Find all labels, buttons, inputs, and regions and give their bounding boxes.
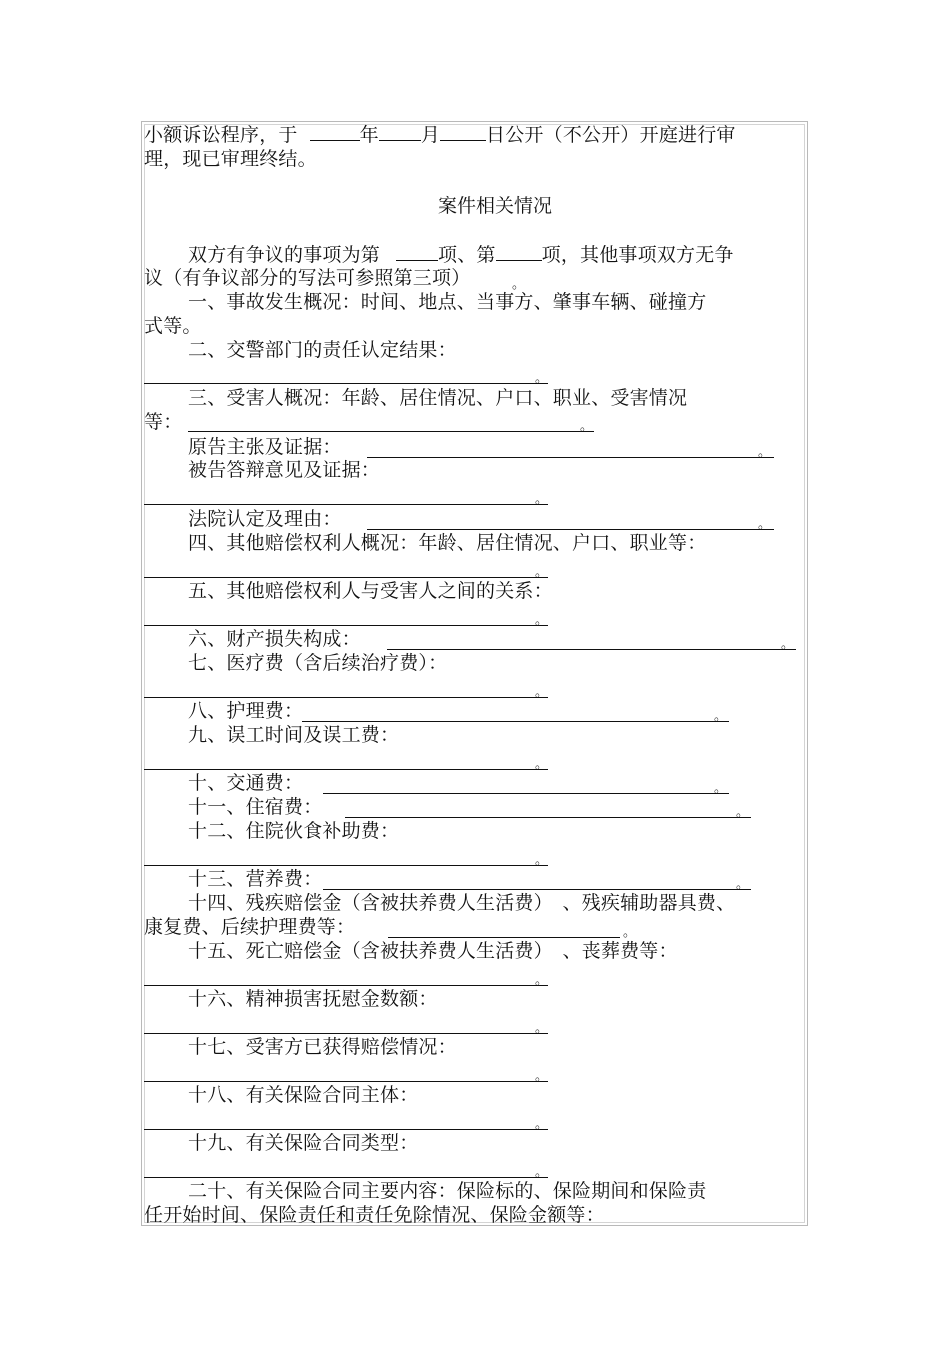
item-16-underline [144, 1033, 548, 1034]
dispute-end-mark: 。 [512, 277, 526, 292]
item-4: 四、其他赔偿权利人概况：年龄、居住情况、户口、职业等： [188, 532, 707, 554]
item-17-period: 。 [535, 1069, 549, 1084]
item-5-underline [144, 625, 548, 626]
item-18-underline [144, 1129, 548, 1130]
item-20-line-2: 任开始时间、保险责任和责任免除情况、保险金额等： [144, 1204, 605, 1226]
dispute-blank-1 [396, 243, 438, 261]
item-17: 十七、受害方已获得赔偿情况： [188, 1036, 457, 1058]
item-7-period: 。 [535, 685, 549, 700]
item-17-underline [144, 1081, 548, 1082]
item-3-period: 。 [580, 419, 594, 434]
item-4-underline [144, 577, 548, 578]
item-13-period: 。 [736, 877, 750, 892]
item-14-period: 。 [623, 925, 637, 940]
item-12: 十二、住院伙食补助费： [188, 820, 400, 842]
item-7-underline [144, 697, 548, 698]
item-9: 九、误工时间及误工费： [188, 724, 400, 746]
item-16: 十六、精神损害抚慰金数额： [188, 988, 438, 1010]
day-label: 日公开（不公开）开庭进行审 [486, 124, 736, 146]
item-6-underline [387, 649, 796, 650]
item-10-underline [323, 793, 729, 794]
plaintiff-period: 。 [758, 445, 772, 460]
month-label: 月 [420, 124, 441, 146]
item-2-period: 。 [535, 371, 549, 386]
dispute-line-2 [144, 267, 470, 289]
item-12-period: 。 [535, 853, 549, 868]
item-19-underline [144, 1177, 548, 1178]
item-4-period: 。 [535, 565, 549, 580]
item-11-period: 。 [736, 805, 750, 820]
item-2-underline [144, 383, 548, 384]
item-1-line-2: 式等。 [144, 315, 202, 337]
item-18-period: 。 [535, 1117, 549, 1132]
item-8: 八、护理费： [188, 700, 304, 722]
item-8-underline [302, 721, 729, 722]
court-period: 。 [758, 517, 772, 532]
plaintiff-claim: 原告主张及证据： [188, 436, 342, 458]
item-14-line-1: 十四、残疾赔偿金（含被扶养费人生活费） 、残疾辅助器具费、 [188, 892, 736, 914]
dispute-blank-2 [496, 243, 542, 261]
item-7: 七、医疗费（含后续治疗费）： [188, 652, 448, 674]
intro-text: 小额诉讼程序，于 [144, 124, 298, 146]
item-10-period: 。 [714, 781, 728, 796]
defendant-period: 。 [535, 492, 549, 507]
item-11: 十一、住宿费： [188, 796, 323, 818]
item-5: 五、其他赔偿权利人与受害人之间的关系： [188, 580, 553, 602]
court-underline [367, 529, 774, 530]
day-blank [440, 123, 486, 141]
year-blank [310, 123, 360, 141]
item-6-period: 。 [781, 637, 795, 652]
item-3-underline [188, 431, 594, 432]
item-15-period: 。 [535, 973, 549, 988]
court-finding: 法院认定及理由： [188, 508, 342, 530]
intro-line-1 [144, 123, 736, 146]
item-16-period: 。 [535, 1021, 549, 1036]
item-14-underline [388, 937, 620, 938]
section-title: 案件相关情况 [437, 195, 552, 217]
plaintiff-underline [367, 457, 774, 458]
defendant-defense: 被告答辩意见及证据： [188, 459, 381, 481]
item-18: 十八、有关保险合同主体： [188, 1084, 419, 1106]
item-10: 十、交通费： [188, 772, 304, 794]
item-3-line-2: 等： [144, 411, 183, 433]
item-13-underline [323, 889, 751, 890]
intro-text-2: 理，现已审理终结。 [144, 148, 317, 170]
item-3-line-1: 三、受害人概况：年龄、居住情况、户口、职业、受害情况 [188, 387, 688, 409]
item-15-underline [144, 985, 548, 986]
item-9-underline [144, 769, 548, 770]
dispute-text-a: 双方有争议的事项为第 [188, 244, 381, 266]
dispute-line-1 [188, 243, 734, 266]
item-19: 十九、有关保险合同类型： [188, 1132, 419, 1154]
year-label: 年 [359, 124, 379, 146]
item-5-period: 。 [535, 613, 549, 628]
intro-line-2 [144, 148, 317, 170]
item-14-line-2: 康复费、后续护理费等： [144, 916, 356, 938]
item-20-line-1: 二十、有关保险合同主要内容：保险标的、保险期间和保险责 [188, 1180, 707, 1202]
dispute-text-c: 项，其他事项双方无争 [541, 244, 734, 266]
item-9-period: 。 [535, 757, 549, 772]
item-2: 二、交警部门的责任认定结果： [188, 339, 457, 361]
item-13: 十三、营养费： [188, 868, 323, 890]
defendant-underline [144, 504, 548, 505]
month-blank [379, 123, 421, 141]
item-12-underline [144, 865, 548, 866]
item-6: 六、财产损失构成： [188, 628, 361, 650]
item-1-line-1: 一、事故发生概况：时间、地点、当事方、肇事车辆、碰撞方 [188, 291, 707, 313]
item-8-period: 。 [714, 709, 728, 724]
dispute-text-b: 项、第 [438, 244, 496, 266]
item-11-underline [345, 817, 751, 818]
dispute-text-2: 议（有争议部分的写法可参照第三项） [144, 267, 471, 289]
item-19-period: 。 [535, 1165, 549, 1180]
item-15: 十五、死亡赔偿金（含被扶养费人生活费） 、丧葬费等： [188, 940, 678, 962]
